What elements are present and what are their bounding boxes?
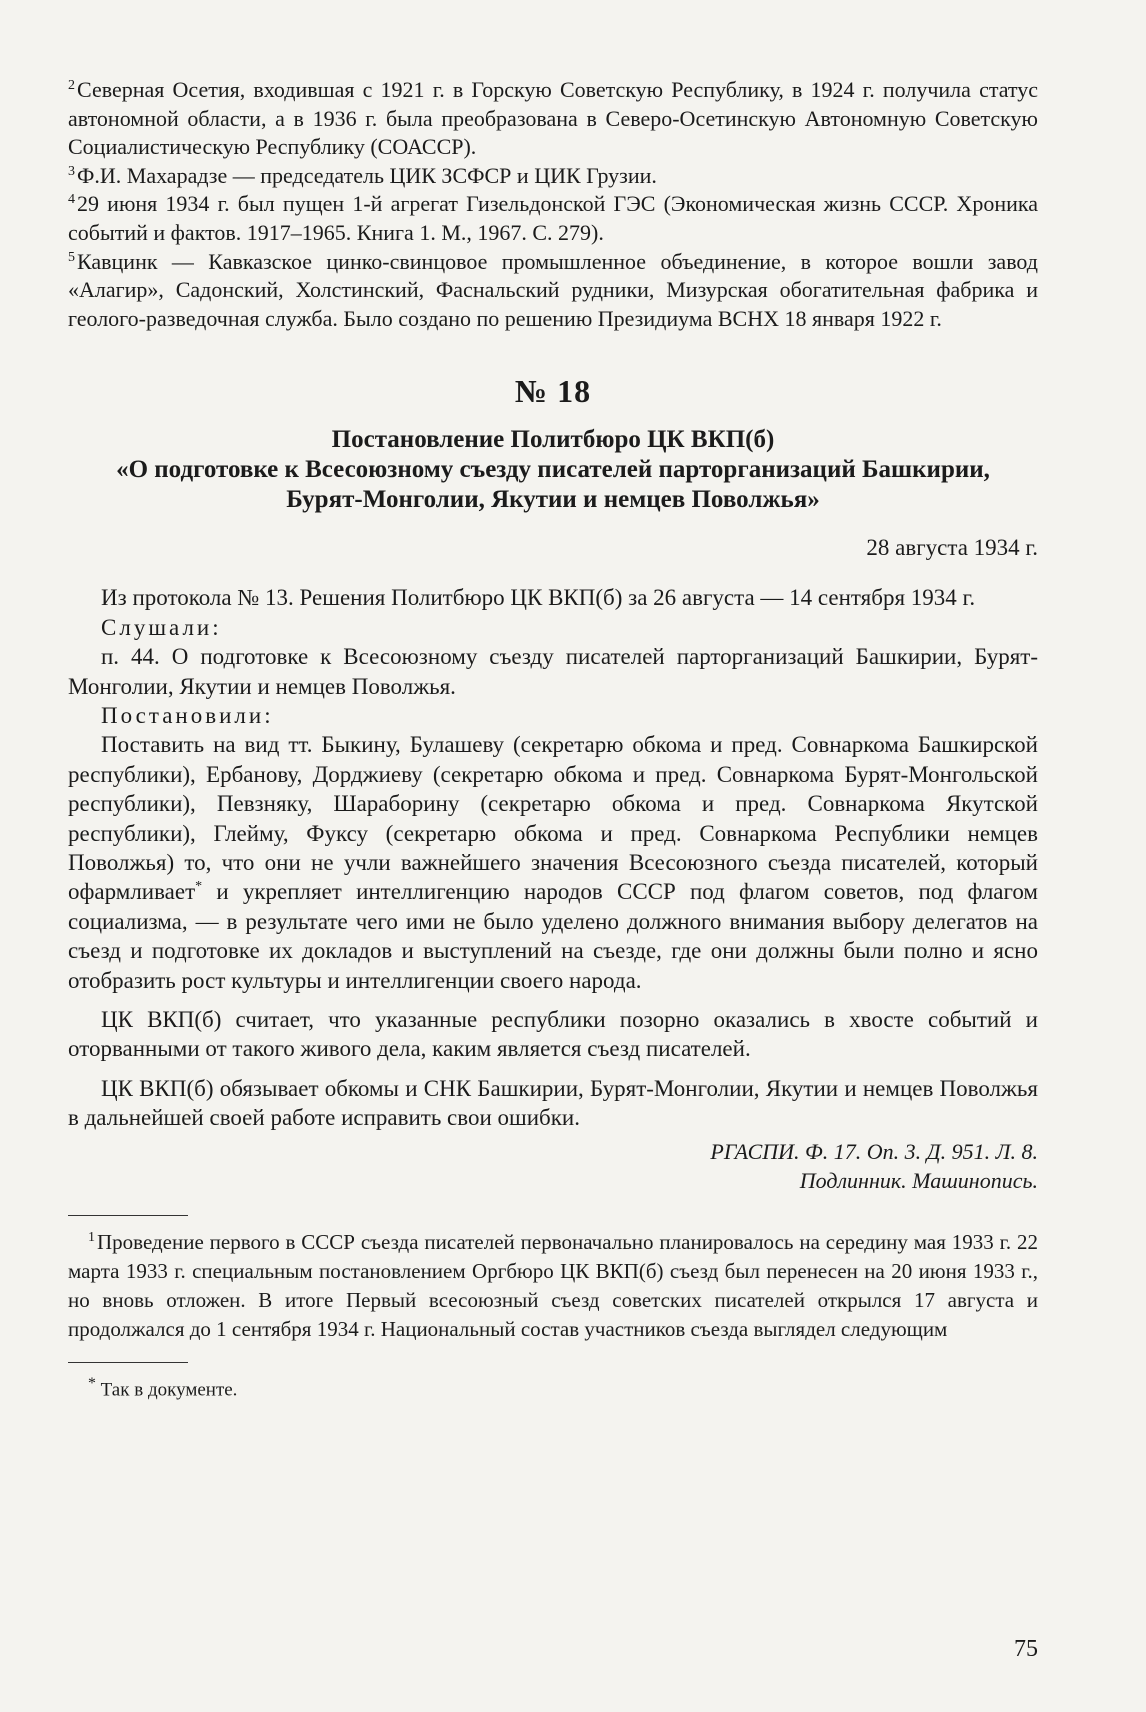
archive-note: Подлинник. Машинопись. (799, 1167, 1038, 1193)
document-body (68, 583, 1038, 1132)
footnote-3 (68, 162, 1038, 191)
page-number: 75 (1014, 1636, 1038, 1662)
document-title: Постановление Политбюро ЦК ВКП(б) (331, 426, 775, 454)
footnote-divider (68, 1215, 188, 1216)
heard-label: Слушали: (101, 614, 222, 640)
document-heading (68, 371, 1038, 515)
resolution-text-end: и укрепляет интеллигенцию народов СССР под флагом советов, под флагом социализма, — в результате чего ими не было уделено должного внимания выбору делегатов на съезд и подготовке их докладов и выступлений на съезде, где они должны были полно и ясно отобразить рост культуры и интеллигенции своего народа. (68, 879, 1038, 993)
star-footnote-line (68, 1371, 1038, 1403)
footnote-text: Ф.И. Махарадзе — председатель ЦИК ЗСФСР и ЦИК Грузии. (77, 162, 657, 188)
footnote-text: Так в документе. (100, 1378, 238, 1400)
resolution-paragraph-3: ЦК ВКП(б) обязывает обкомы и СНК Башкирии, Бурят-Монголии, Якутии и немцев Поволжья в дальнейшей своей работе исправить свои ошибки. (68, 1075, 1038, 1131)
footnote-marker: * (88, 1374, 96, 1392)
footnote-marker: 2 (68, 78, 75, 93)
document-subtitle: «О подготовке к Всесоюзному съезду писателей парторганизаций Башкирии, Бурят-Монголии, Якутии и немцев Поволжья» (116, 456, 990, 514)
archive-source (68, 1137, 1038, 1195)
archive-reference: РГАСПИ. Ф. 17. Оп. 3. Д. 951. Л. 8. (710, 1138, 1038, 1164)
top-footnotes (68, 76, 1038, 333)
footnote-5 (68, 248, 1038, 334)
footnote-text: Кавцинк — Кавказское цинко-свинцовое промышленное объединение, в которое вошли завод «Алагир», Садонский, Холстинский, Фаснальский рудники, Мизурская обогатительная фабрика и геолого-разведочная служба. Было создано по решению Президиума ВСНХ 18 января 1922 г. (68, 248, 1038, 331)
footnote-marker: 5 (68, 249, 75, 265)
resolution-text-start: Поставить на вид тт. Быкину, Булашеву (секретарю обкома и пред. Совнаркома Башкирской республики), Ербанову, Дорджиеву (секретарю обкома и пред. Совнаркома Бурят-Монгольской республики), Певзняку, Шараборину (секретарю обкома и пред. Совнаркома Якутской республики), Глейму, Фуксу (секретарю обкома и пред. Совнаркома Республики немцев Поволжья) то, что они не учли важнейшего значения Всесоюзного съезда писателей, который офармливает (68, 732, 1038, 905)
footnote-text: Проведение первого в СССР съезда писателей первоначально планировалось на середину мая 1933 г. 22 марта 1933 г. специальным постановлением Оргбюро ЦК ВКП(б) съезд был перенесен на 20 июня 1933 г., но вновь отложен. В итоге Первый всесоюзный съезд советских писателей открылся 17 августа и продолжался до 1 сентября 1934 г. Национальный состав участников съезда выглядел следующим (68, 1229, 1038, 1341)
footnote-text: Северная Осетия, входившая с 1921 г. в Горскую Советскую Республику, в 1924 г. получила статус автономной области, а в 1936 г. была преобразована в Северо-Осетинскую Автономную Советскую Социалистическую Республику (СОАССР). (68, 77, 1038, 160)
footnote-marker: 4 (68, 192, 75, 208)
footnote-4 (68, 190, 1038, 247)
resolution-paragraph-1 (68, 730, 1038, 995)
footnote-1 (68, 1228, 1038, 1344)
bottom-footnote (68, 1228, 1038, 1344)
footnote-marker: 3 (68, 163, 75, 179)
footnote-text: 29 июня 1934 г. был пущен 1-й агрегат Гизельдонской ГЭС (Экономическая жизнь СССР. Хроника событий и фактов. 1917–1965. Книга 1. М., 1967. С. 279). (68, 191, 1038, 245)
protocol-line: Из протокола № 13. Решения Политбюро ЦК ВКП(б) за 26 августа — 14 сентября 1934 г. (101, 585, 976, 611)
page-content (68, 76, 1038, 1403)
footnote-marker: 1 (88, 1229, 95, 1245)
star-footnote (68, 1371, 1038, 1403)
heard-text: п. 44. О подготовке к Всесоюзному съезду писателей парторганизаций Башкирии, Бурят-Монголии, Якутии и немцев Поволжья. (68, 644, 1038, 699)
resolved-label: Постановили: (101, 702, 274, 728)
footnote-star-marker: * (195, 879, 203, 895)
footnote-divider-2 (68, 1362, 188, 1363)
footnote-2 (68, 76, 1038, 162)
document-date: 28 августа 1934 г. (866, 535, 1038, 561)
document-number: № 18 (514, 373, 592, 410)
resolution-paragraph-2: ЦК ВКП(б) считает, что указанные республики позорно оказались в хвосте событий и оторванными от такого живого дела, каким является съезд писателей. (68, 1007, 1038, 1062)
